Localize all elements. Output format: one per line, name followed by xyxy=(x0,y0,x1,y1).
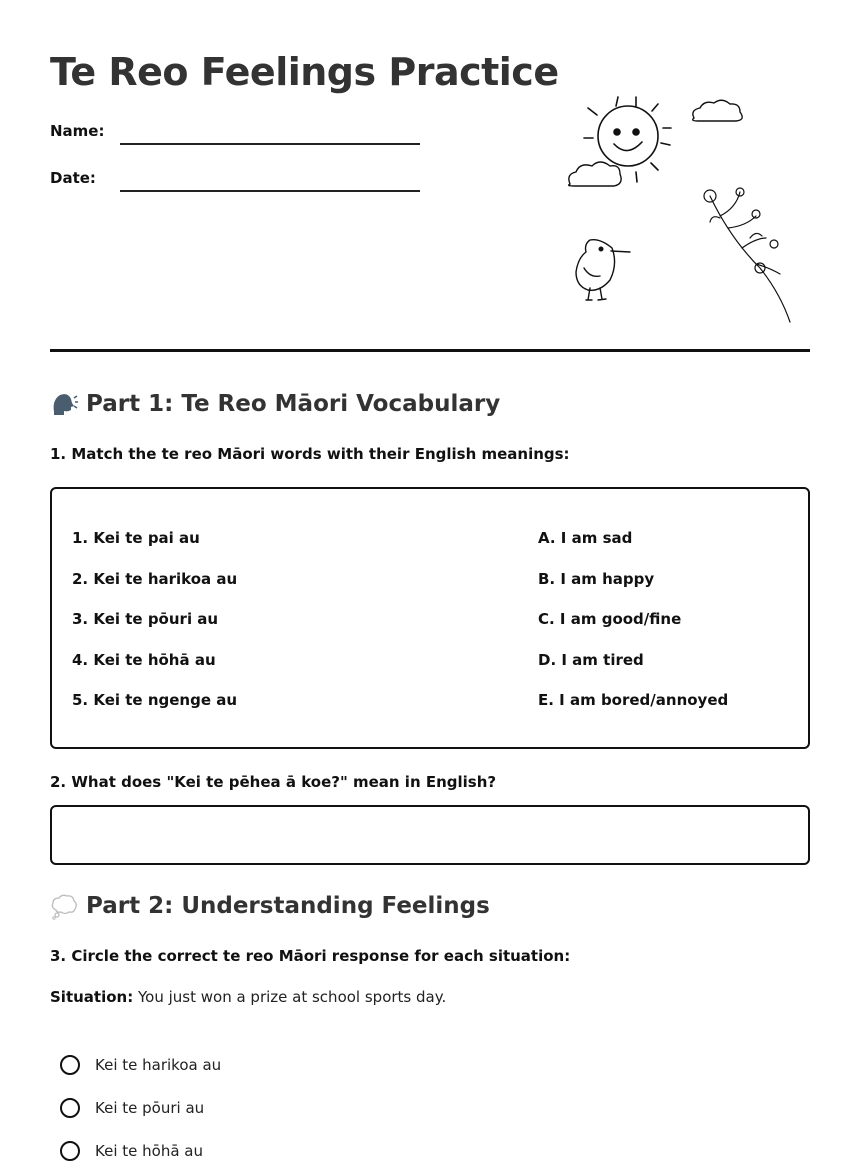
option-row[interactable] xyxy=(60,1055,221,1075)
match-left-item[interactable]: 2. Kei te harikoa au xyxy=(72,570,238,588)
part1-heading xyxy=(50,390,500,418)
match-right-item[interactable]: D. I am tired xyxy=(538,651,644,669)
section-divider xyxy=(50,349,810,352)
situation-description: You just won a prize at school sports day. xyxy=(133,988,447,1006)
question-2-answer-box[interactable] xyxy=(50,805,810,865)
radio-circle[interactable] xyxy=(60,1055,80,1075)
part2-heading-text: Part 2: Understanding Feelings xyxy=(86,893,490,919)
kiwi-bird-icon xyxy=(576,240,630,300)
option-label: Kei te harikoa au xyxy=(95,1056,222,1074)
situation-label: Situation: xyxy=(50,988,134,1006)
radio-circle[interactable] xyxy=(60,1098,80,1118)
match-right-item[interactable]: A. I am sad xyxy=(538,529,633,547)
question-3: 3. Circle the correct te reo Māori response for each situation: xyxy=(50,947,571,965)
speaking-head-icon xyxy=(50,390,78,418)
option-label: Kei te pōuri au xyxy=(95,1099,205,1117)
option-row[interactable] xyxy=(60,1098,204,1118)
match-left-item[interactable]: 3. Kei te pōuri au xyxy=(72,610,219,628)
option-label: Kei te hōhā au xyxy=(95,1142,203,1160)
option-row[interactable] xyxy=(60,1141,203,1161)
header-illustration xyxy=(560,88,810,328)
matching-box xyxy=(50,487,810,749)
page-title: Te Reo Feelings Practice xyxy=(50,50,559,94)
question-1: 1. Match the te reo Māori words with their English meanings: xyxy=(50,445,570,463)
match-left-item[interactable]: 4. Kei te hōhā au xyxy=(72,651,216,669)
match-left-item[interactable]: 1. Kei te pai au xyxy=(72,529,200,547)
date-label: Date: xyxy=(50,169,96,187)
part2-heading xyxy=(50,892,490,920)
radio-circle[interactable] xyxy=(60,1141,80,1161)
part1-heading-text: Part 1: Te Reo Māori Vocabulary xyxy=(86,391,501,417)
name-label: Name: xyxy=(50,122,105,140)
match-left-item[interactable]: 5. Kei te ngenge au xyxy=(72,691,238,709)
date-field[interactable] xyxy=(120,190,420,192)
thought-bubble-icon xyxy=(50,892,78,920)
name-field[interactable] xyxy=(120,143,420,145)
match-right-item[interactable]: C. I am good/fine xyxy=(538,610,682,628)
flower-branch-icon xyxy=(704,188,790,322)
question-2: 2. What does "Kei te pēhea ā koe?" mean in English? xyxy=(50,773,497,791)
situation-text xyxy=(50,988,446,1006)
match-right-item[interactable]: B. I am happy xyxy=(538,570,655,588)
match-right-item[interactable]: E. I am bored/annoyed xyxy=(538,691,729,709)
